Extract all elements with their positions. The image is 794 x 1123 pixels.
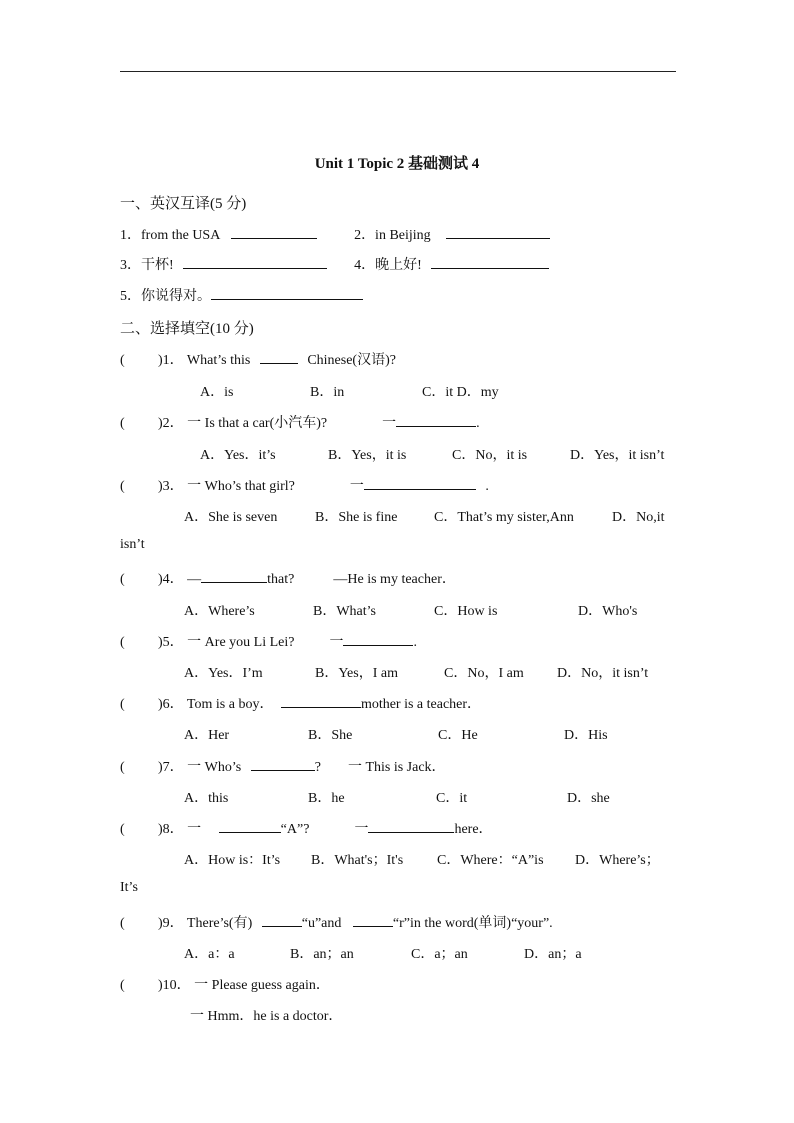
question-8 [120,818,493,838]
question-stem: —He is my teacher． [333,572,456,587]
answer-blank[interactable] [364,475,476,490]
question-1 [120,349,396,369]
q2-option-c[interactable]: C．No，it is [452,448,528,463]
question-stem: 一 Is that a car(小汽车)? [187,416,328,431]
question-number: )1． [158,353,184,368]
question-stem: “u”and [301,916,342,931]
answer-blank[interactable] [368,818,454,833]
question-stem: 一 [187,822,202,837]
question-10 [120,974,330,994]
question-number: )6． [158,697,184,712]
q5-option-b[interactable]: B．Yes，I am [315,666,398,681]
question-4 [120,568,456,588]
q7-option-b[interactable]: B．he [308,791,345,806]
question-stem: “r”in the word(单词)“your”. [392,916,553,931]
s1-item-4: 4．晚上好! [354,258,422,273]
answer-paren[interactable]: ( [120,635,125,650]
q10-response: 一 Hmm．he is a doctor． [190,1009,343,1024]
question-stem: 一 [382,416,397,431]
question-stem: Tom is a boy． [186,697,274,712]
question-3 [120,475,489,495]
s1-row-3 [120,285,363,305]
q6-option-a[interactable]: A．Her [184,728,230,743]
answer-blank[interactable] [231,224,317,239]
q3-option-d-wrap: isn’t [120,537,145,552]
question-stem: mother is a teacher． [360,697,482,712]
q5-option-d[interactable]: D．No，it isn’t [557,666,649,681]
q3-option-b[interactable]: B．She is fine [315,510,398,525]
s1-item-3: 3．干杯! [120,258,174,273]
q3-option-a[interactable]: A．She is seven [184,510,278,525]
q4-option-a[interactable]: A．Where’s [184,604,255,619]
question-stem: 一 Who’s that girl? [187,479,295,494]
answer-paren[interactable]: ( [120,353,125,368]
question-stem: here． [454,822,493,837]
q2-option-a[interactable]: A．Yes．it’s [200,448,276,463]
question-number: )8． [158,822,184,837]
question-number: )5． [158,635,184,650]
question-stem: — [187,572,202,587]
answer-blank[interactable] [281,693,361,708]
answer-blank[interactable] [219,818,281,833]
q7-option-d[interactable]: D．she [567,791,610,806]
answer-paren[interactable]: ( [120,697,125,712]
answer-paren[interactable]: ( [120,416,125,431]
q8-option-d[interactable]: D．Where’s； [575,853,660,868]
question-stem: 一 Who’s [187,760,242,775]
question-2 [120,412,480,432]
answer-paren[interactable]: ( [120,822,125,837]
question-stem: 一 [349,479,364,494]
question-9 [120,912,553,932]
answer-paren[interactable]: ( [120,978,125,993]
question-stem: Chinese(汉语)? [307,353,396,368]
question-number: )7． [158,760,184,775]
q6-option-b[interactable]: B．She [308,728,353,743]
s1-item-1: 1．from the USA [120,228,220,243]
answer-paren[interactable]: ( [120,760,125,775]
q8-option-c[interactable]: C．Where：“A”is [437,853,544,868]
question-number: )4． [158,572,184,587]
q6-option-d[interactable]: D．His [564,728,608,743]
question-stem: ? [314,760,321,775]
s1-item-2: 2．in Beijing [354,228,431,243]
q7-option-c[interactable]: C．it [436,791,468,806]
answer-blank[interactable] [396,412,476,427]
question-stem: 一 Are you Li Lei? [187,635,295,650]
answer-blank[interactable] [431,254,549,269]
q4-option-c[interactable]: C．How is [434,604,498,619]
q9-option-c[interactable]: C．a；an [411,947,468,962]
question-stem: 一 [354,822,369,837]
answer-blank[interactable] [262,912,302,927]
q1-option-a[interactable]: A．is [200,385,234,400]
q9-option-a[interactable]: A．a：a [184,947,235,962]
answer-paren[interactable]: ( [120,916,125,931]
q3-option-c[interactable]: C．That’s my sister,Ann [434,510,574,525]
q5-option-c[interactable]: C．No，I am [444,666,524,681]
header-rule [120,71,676,72]
q3-option-d[interactable]: D．No,it [612,510,665,525]
q2-option-d[interactable]: D．Yes，it isn’t [570,448,665,463]
question-stem: There’s(有) [186,916,253,931]
q8-option-a[interactable]: A．How is：It’s [184,853,281,868]
answer-blank[interactable] [343,631,413,646]
s1-item-5: 5．你说得对。 [120,289,211,304]
q7-option-a[interactable]: A．this [184,791,229,806]
q5-option-a[interactable]: A．Yes．I’m [184,666,263,681]
answer-blank[interactable] [183,254,327,269]
question-number: )9． [158,916,184,931]
question-stem: that? [267,572,295,587]
question-6 [120,693,481,713]
question-number: )10． [158,978,191,993]
question-number: )3． [158,479,184,494]
answer-blank[interactable] [201,568,267,583]
question-stem: What’s this [186,353,251,368]
question-stem: “A”? [280,822,310,837]
q1-option-b[interactable]: B．in [310,385,345,400]
question-stem: . [476,416,480,431]
question-stem: 一 Please guess again． [194,978,330,993]
answer-blank[interactable] [446,224,550,239]
question-stem: . [485,479,489,494]
s1-row-2 [120,254,549,274]
answer-blank[interactable] [211,285,363,300]
q6-option-c[interactable]: C．He [438,728,478,743]
q9-option-d[interactable]: D．an；a [524,947,582,962]
q8-option-d-wrap: It’s [120,880,138,895]
question-stem: 一 This is Jack． [347,760,446,775]
q8-option-b[interactable]: B．What's；It's [311,853,404,868]
s1-row-1 [120,224,550,244]
q2-option-b[interactable]: B．Yes，it is [328,448,407,463]
answer-blank[interactable] [251,756,315,771]
question-number: )2． [158,416,184,431]
answer-paren[interactable]: ( [120,479,125,494]
answer-blank[interactable] [353,912,393,927]
q9-option-b[interactable]: B．an；an [290,947,354,962]
question-5 [120,631,417,651]
q4-option-b[interactable]: B．What’s [313,604,376,619]
q4-option-d[interactable]: D．Who's [578,604,638,619]
q1-option-c[interactable]: C．it D．my [422,385,499,400]
question-7 [120,756,446,776]
question-stem: 一 [329,635,344,650]
section2-heading: 二、选择填空(10 分) [120,321,254,337]
answer-blank[interactable] [260,349,298,364]
question-stem: . [413,635,417,650]
section1-heading: 一、英汉互译(5 分) [120,196,247,212]
page-title: Unit 1 Topic 2 基础测试 4 [314,156,480,172]
answer-paren[interactable]: ( [120,572,125,587]
